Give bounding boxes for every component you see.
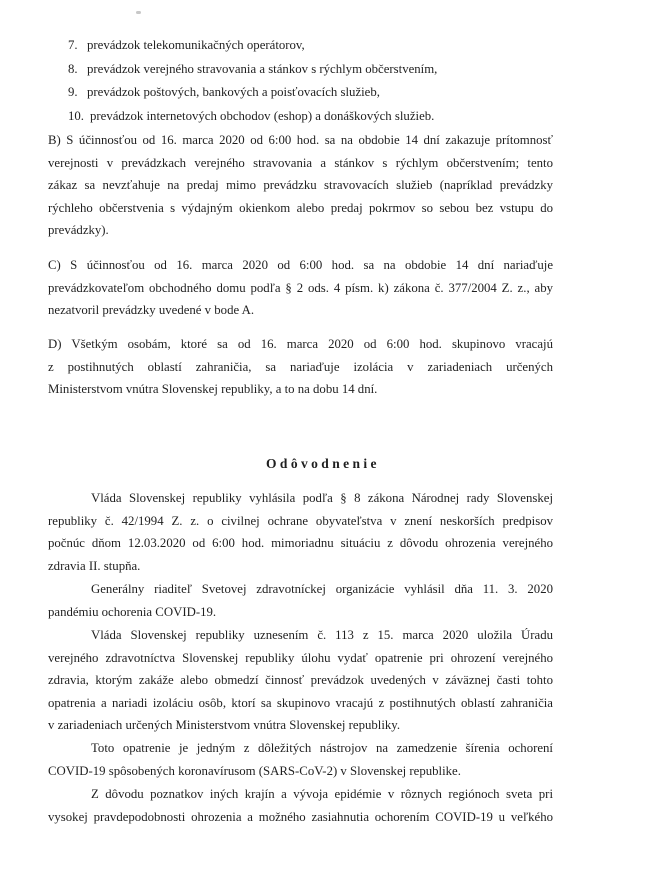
reasoning-paragraph-5 <box>48 783 553 828</box>
text-line: prevádzkovateľom obchodného domu podľa § 2 ods. 4 písm. k) zákona č. 377/2004 Z. z., aby <box>48 280 553 295</box>
text-line: opatrenia a nariadi izoláciu osôb, ktorí sa skupinovo vracajú z postihnutých oblastí zahraničia <box>48 695 553 710</box>
text-line: zdravia II. stupňa. <box>48 558 141 573</box>
scan-speck <box>136 11 141 14</box>
reasoning-paragraph-3 <box>48 624 553 737</box>
text-line: v zariadeniach určených Ministerstvom vnútra Slovenskej republiky. <box>48 718 401 732</box>
section-d <box>48 333 553 401</box>
text-line: verejnosti v prevádzkach verejného stravovania a stánkov s rýchlym občerstvením; tento <box>48 155 553 170</box>
text-line: Ministerstvom vnútra Slovenskej republiky, a to na dobu 14 dní. <box>48 382 378 396</box>
list-item <box>68 58 588 82</box>
section-c <box>48 254 553 322</box>
list-number: 10. <box>68 108 84 123</box>
text-line: Z dôvodu poznatkov iných krajín a vývoja epidémie v rôznych regiónoch sveta pri <box>91 787 553 801</box>
text-line: B) S účinnosťou od 16. marca 2020 od 6:00 hod. sa na obdobie 14 dní zakazuje prítomnosť <box>48 133 553 147</box>
text-line: COVID-19 spôsobených koronavírusom (SARS-CoV-2) v Slovenskej republike. <box>48 763 461 778</box>
reasoning-paragraph-4 <box>48 737 553 782</box>
list-number: 7. <box>68 38 78 52</box>
text-line: rýchleho občerstvenia s výdajným okienkom alebo predaj pokrmov so sebou bez vstupu do <box>48 200 553 215</box>
text-line: Generálny riaditeľ Svetovej zdravotníckej organizácie vyhlásil dňa 11. 3. 2020 <box>91 582 553 596</box>
text-line: republiky č. 42/1994 Z. z. o civilnej ochrane obyvateľstva v znení neskorších predpisov <box>48 513 553 528</box>
numbered-list <box>68 34 588 128</box>
list-item <box>68 81 588 105</box>
text-line: D) Všetkým osobám, ktoré sa od 16. marca 2020 od 6:00 hod. skupinovo vracajú <box>48 337 553 351</box>
reasoning-paragraph-2 <box>48 578 553 623</box>
list-number: 8. <box>68 61 78 76</box>
list-text: prevádzok poštových, bankových a poisťovacích služieb, <box>87 85 380 99</box>
text-line: Vláda Slovenskej republiky uznesením č. 113 z 15. marca 2020 uložila Úradu <box>91 628 553 642</box>
reasoning-paragraph-1 <box>48 487 553 577</box>
list-number: 9. <box>68 85 78 99</box>
text-line: nezatvoril prevádzky uvedené v bode A. <box>48 303 255 317</box>
text-line: verejného zdravotníctva Slovenskej republiky úlohu vydať opatrenie pri ohrození verejného <box>48 650 553 665</box>
list-item <box>68 34 588 58</box>
list-text: prevádzok telekomunikačných operátorov, <box>87 38 305 52</box>
text-line: Vláda Slovenskej republiky vyhlásila podľa § 8 zákona Národnej rady Slovenskej <box>91 491 553 505</box>
text-line: počnúc dňom 12.03.2020 od 6:00 hod. mimoriadnu situáciu z dôvodu ohrozenia verejného <box>48 536 553 550</box>
text-line: prevádzky). <box>48 223 109 237</box>
list-item <box>68 105 588 129</box>
text-line: zákaz sa nevzťahuje na predaj mimo prevádzku stravovacích služieb (napríklad prevádzky <box>48 178 553 192</box>
text-line: z postihnutých oblastí zahraničia, sa nariaďuje izolácia v zariadeniach určených <box>48 359 553 374</box>
section-heading: Odôvodnenie <box>266 456 380 471</box>
text-line: C) S účinnosťou od 16. marca 2020 od 6:00 hod. sa na obdobie 14 dní nariaďuje <box>48 258 553 272</box>
text-line: vysokej pravdepodobnosti ohrozenia a možného zasiahnutia ochorením COVID-19 u veľkého <box>48 809 553 824</box>
list-text: prevádzok internetových obchodov (eshop) a donáškových služieb. <box>90 108 435 123</box>
list-text: prevádzok verejného stravovania a stánkov s rýchlym občerstvením, <box>87 61 438 76</box>
text-line: pandémiu ochorenia COVID-19. <box>48 604 217 619</box>
text-line: zdravia, ktorým zakáže alebo obmedzí činnosť prevádzok uvedených v záväznej časti tohto <box>48 673 553 687</box>
text-line: Toto opatrenie je jedným z dôležitých nástrojov na zamedzenie šírenia ochorení <box>91 741 553 755</box>
section-b <box>48 129 553 242</box>
